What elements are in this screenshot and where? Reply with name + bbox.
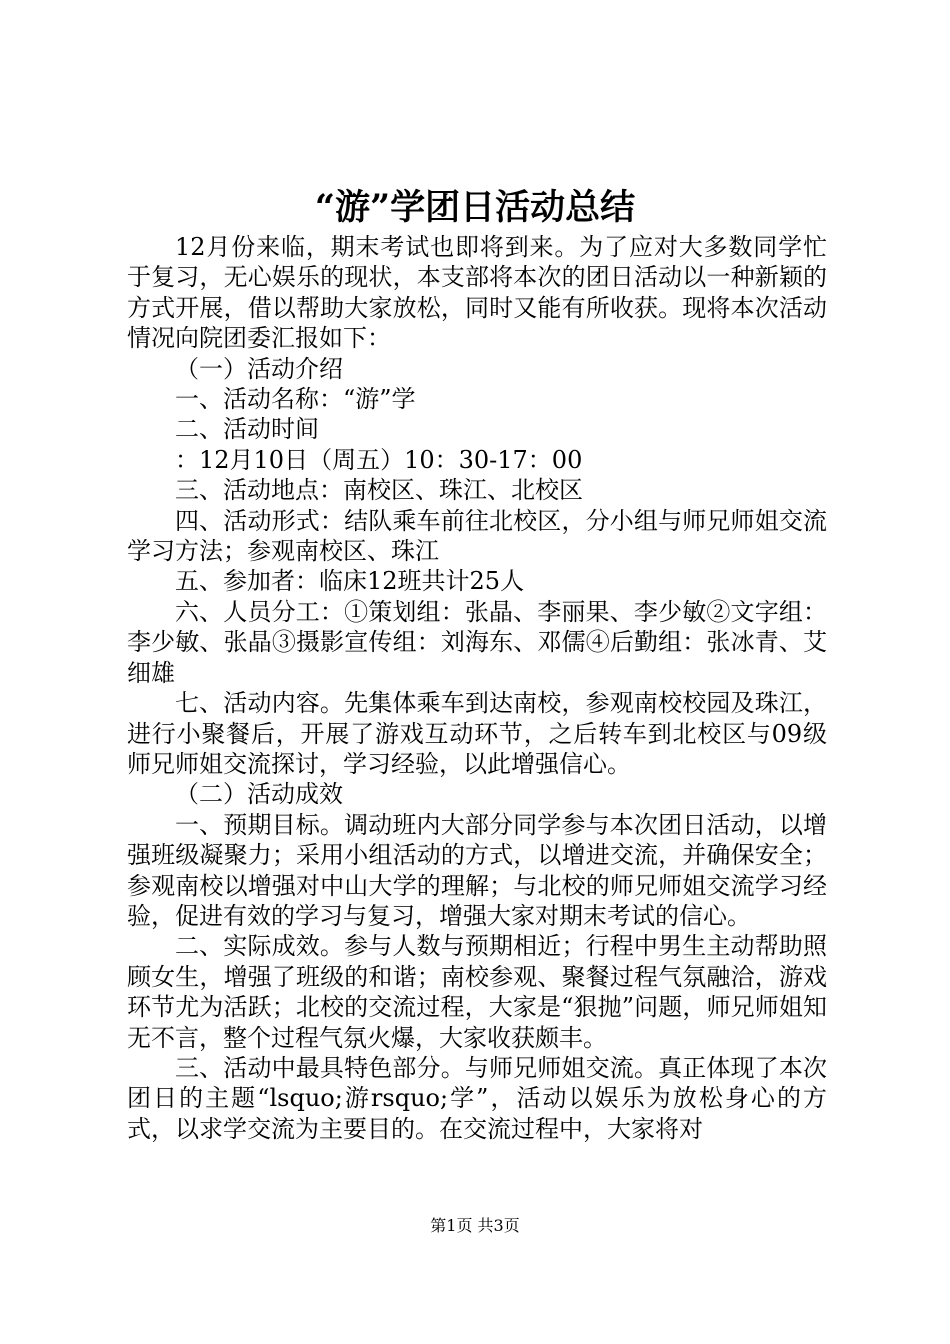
section-heading-results: （二）活动成效	[175, 780, 343, 809]
document-body	[127, 232, 827, 1144]
paragraph-expected-goals: 一、预期目标。调动班内大部分同学参与本次团日活动，以增强班级凝聚力；采用小组活动的方式，以增进交流，并确保安全；参观南校以增强对中山大学的理解；与北校的师兄师姐交流学习经验，促进有效的学习与复习，增强大家对期末考试的信心。	[127, 810, 827, 930]
paragraph-intro: 12月份来临，期末考试也即将到来。为了应对大多数同学忙于复习，无心娱乐的现状，本支部将本次的团日活动以一种新颖的方式开展，借以帮助大家放松，同时又能有所收获。现将本次活动情况向院团委汇报如下：	[127, 233, 827, 353]
paragraph-roles: 六、人员分工：①策划组：张晶、李丽果、李少敏②文字组：李少敏、张晶③摄影宣传组：刘海东、邓儒④后勤组：张冰青、艾细雄	[127, 597, 827, 687]
page-footer: 第1页 共3页	[430, 1216, 520, 1235]
paragraph-activity-name: 一、活动名称：“游”学	[175, 385, 416, 414]
paragraph-highlight: 三、活动中最具特色部分。与师兄师姐交流。真正体现了本次团日的主题“lsquo;游rsquo;学”，活动以娱乐为放松身心的方式，以求学交流为主要目的。在交流过程中，大家将对	[127, 1053, 827, 1143]
paragraph-activity-time: ：12月10日（周五）10：30-17：00	[175, 445, 583, 474]
paragraph-activity-form: 四、活动形式：结队乘车前往北校区，分小组与师兄师姐交流学习方法；参观南校区、珠江	[127, 506, 827, 566]
paragraph-participants: 五、参加者：临床12班共计25人	[175, 567, 525, 596]
paragraph-activity-content: 七、活动内容。先集体乘车到达南校，参观南校校园及珠江，进行小聚餐后，开展了游戏互动环节，之后转车到北校区与09级师兄师姐交流探讨，学习经验，以此增强信心。	[127, 689, 827, 778]
section-heading-intro: （一）活动介绍	[175, 354, 343, 383]
paragraph-activity-location: 三、活动地点：南校区、珠江、北校区	[175, 476, 583, 505]
paragraph-actual-results: 二、实际成效。参与人数与预期相近；行程中男生主动帮助照顾女生，增强了班级的和谐；南校参观、聚餐过程气氛融洽，游戏环节尤为活跃；北校的交流过程，大家是“狠抛”问题，师兄师姐知无不言，整个过程气氛火爆，大家收获颇丰。	[127, 932, 827, 1052]
document-title: “游”学团日活动总结	[314, 187, 636, 228]
paragraph-activity-time-label: 二、活动时间	[175, 415, 319, 444]
